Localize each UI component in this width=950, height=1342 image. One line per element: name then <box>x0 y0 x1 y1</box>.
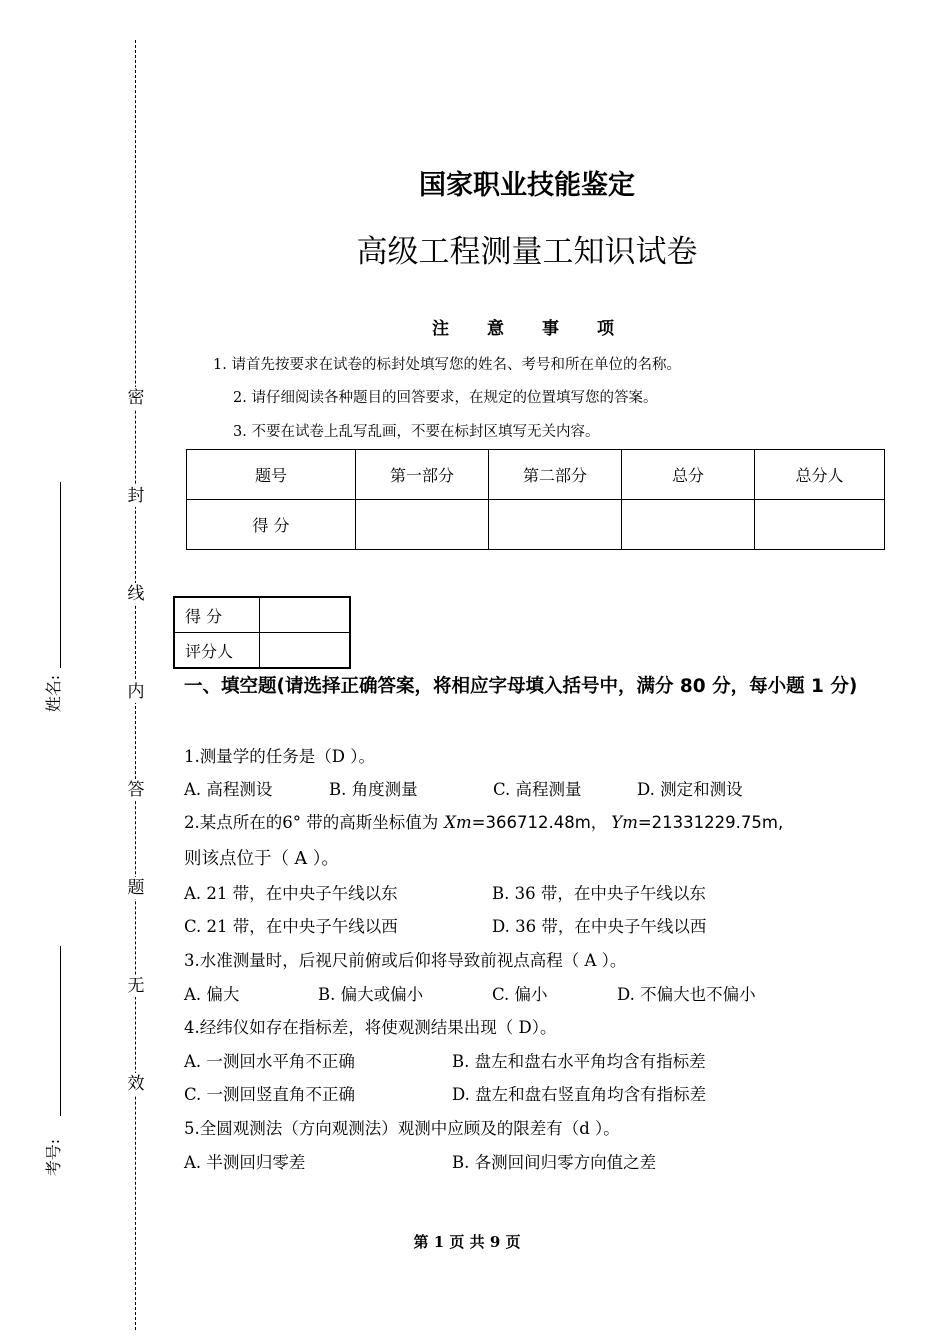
table-row <box>187 450 885 500</box>
question-option: A. 一测回水平角不正确 <box>184 1052 355 1071</box>
question-option: B. 偏大或偏小 <box>318 985 424 1004</box>
score-cell[interactable] <box>755 500 885 550</box>
question-option: C. 一测回竖直角不正确 <box>184 1085 356 1104</box>
ym-value: =21331229.75m, <box>637 813 784 832</box>
table-header-cell: 第一部分 <box>356 450 489 500</box>
score-cell[interactable] <box>489 500 622 550</box>
question-stem: 5.全圆观测法（方向观测法）观测中应顾及的限差有（d ）。 <box>184 1119 620 1138</box>
table-row-label: 得 分 <box>187 500 356 550</box>
question-stem-prefix: 2.某点所在的6° 带的高斯坐标值为 <box>184 813 439 832</box>
seal-char: 密 <box>127 388 145 408</box>
question-option: C. 21 带，在中央子午线以西 <box>184 917 398 936</box>
grader-name-label: 评分人 <box>174 633 260 669</box>
xm-value: =366712.48m， <box>471 813 608 832</box>
score-cell[interactable] <box>622 500 755 550</box>
table-row <box>174 597 350 633</box>
table-row <box>174 633 350 669</box>
table-header-cell: 总分 <box>622 450 755 500</box>
seal-char: 内 <box>127 682 145 702</box>
grader-name-cell[interactable] <box>260 633 351 669</box>
question-option: B. 角度测量 <box>329 780 418 799</box>
seal-char: 封 <box>127 486 145 506</box>
question-stem: 3.水准测量时，后视尺前俯或后仰将导致前视点高程（ A ）。 <box>184 951 627 970</box>
notice-item: 3. 不要在试卷上乱写乱画，不要在标封区填写无关内容。 <box>233 424 600 440</box>
exam-no-write-line[interactable] <box>60 946 61 1116</box>
grader-box <box>173 596 351 669</box>
question-option: B. 盘左和盘右水平角均含有指标差 <box>452 1052 706 1071</box>
question-stem: 4.经纬仪如存在指标差，将使观测结果出现（ D）。 <box>184 1018 557 1037</box>
seal-char: 线 <box>127 584 145 604</box>
question-option: A. 高程测设 <box>184 780 273 799</box>
grader-score-cell[interactable] <box>260 597 351 633</box>
page-number: 第 1 页 共 9 页 <box>413 1233 521 1251</box>
question-option: D. 盘左和盘右竖直角均含有指标差 <box>452 1085 707 1104</box>
name-write-line[interactable] <box>60 482 61 668</box>
xm-symbol: Xm <box>444 813 472 832</box>
question-option: A. 21 带，在中央子午线以东 <box>184 884 398 903</box>
seal-char: 答 <box>127 780 145 800</box>
question-stem <box>184 811 783 835</box>
ym-symbol: Ym <box>611 813 638 832</box>
notice-item: 2. 请仔细阅读各种题目的回答要求，在规定的位置填写您的答案。 <box>233 390 658 406</box>
name-label: 姓名: <box>44 674 64 713</box>
seal-char: 无 <box>127 976 145 996</box>
question-option: B. 36 带，在中央子午线以东 <box>492 884 706 903</box>
question-option: A. 半测回归零差 <box>184 1153 306 1172</box>
question-option: C. 高程测量 <box>493 780 582 799</box>
table-row <box>187 500 885 550</box>
question-option: D. 不偏大也不偏小 <box>617 985 756 1004</box>
score-cell[interactable] <box>356 500 489 550</box>
question-stem: 则该点位于（ A ）。 <box>184 849 340 869</box>
table-header-cell: 总分人 <box>755 450 885 500</box>
notice-item: 1. 请首先按要求在试卷的标封处填写您的姓名、考号和所在单位的名称。 <box>213 357 681 373</box>
question-stem: 1.测量学的任务是（D ）。 <box>184 747 375 766</box>
question-option: B. 各测回间归零方向值之差 <box>452 1153 657 1172</box>
seal-char: 题 <box>127 878 145 898</box>
grader-score-label: 得 分 <box>174 597 260 633</box>
table-header-cell: 题号 <box>187 450 356 500</box>
exam-subtitle: 高级工程测量工知识试卷 <box>356 234 698 270</box>
table-header-cell: 第二部分 <box>489 450 622 500</box>
section-title: 一、填空题(请选择正确答案，将相应字母填入括号中，满分 80 分，每小题 1 分) <box>184 676 858 697</box>
question-option: D. 36 带，在中央子午线以西 <box>492 917 707 936</box>
exam-title: 国家职业技能鉴定 <box>419 170 635 201</box>
seal-char: 效 <box>127 1074 145 1094</box>
question-option: D. 测定和测设 <box>637 780 743 799</box>
question-option: C. 偏小 <box>492 985 548 1004</box>
score-table <box>186 449 885 550</box>
question-option: A. 偏大 <box>184 985 240 1004</box>
notice-heading: 注意事项 <box>432 319 652 339</box>
exam-no-label: 考号: <box>44 1138 64 1177</box>
